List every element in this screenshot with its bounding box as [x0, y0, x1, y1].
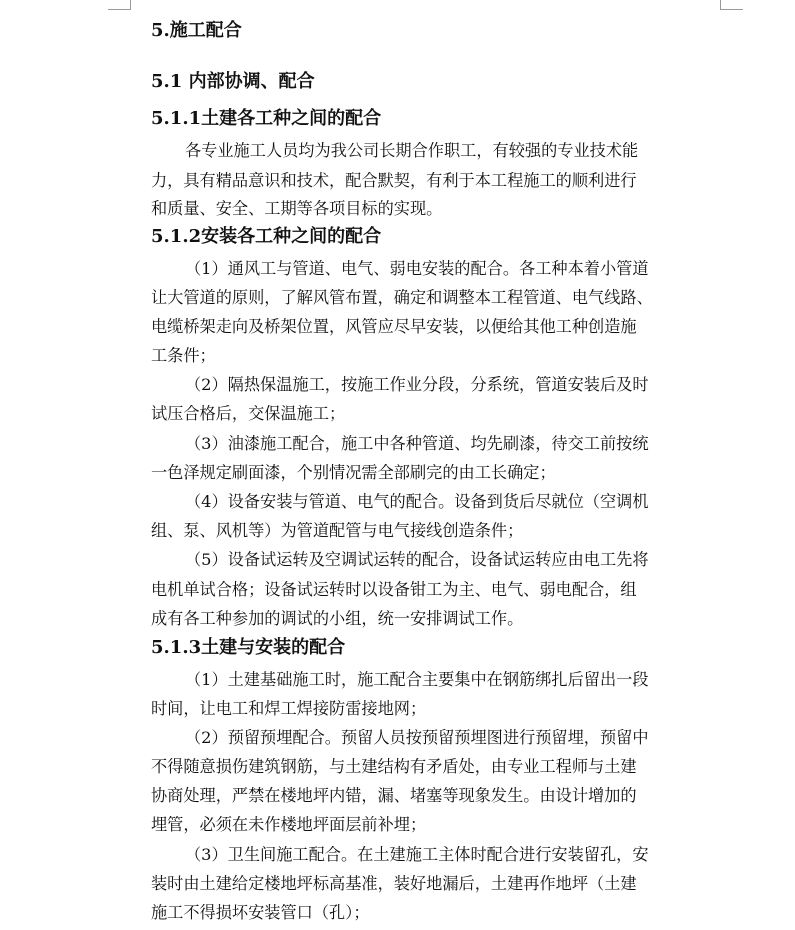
paragraph-line: 时间，让电工和焊工焊接防雷接地网；	[151, 699, 427, 718]
page-corner-mark-right-h	[721, 9, 743, 10]
paragraph-line: 协商处理，严禁在楼地坪内错，漏、堵塞等现象发生。由设计增加的	[151, 786, 637, 805]
paragraph-line: （3）卫生间施工配合。在土建施工主体时配合进行安装留孔，安	[185, 845, 649, 864]
heading-5-1-3: 5.1.3土建与安装的配合	[151, 637, 346, 658]
paragraph-line: 成有各工种参加的调试的小组，统一安排调试工作。	[151, 609, 524, 628]
paragraph-line: 埋管，必须在未作楼地坪面层前补埋；	[151, 815, 427, 834]
paragraph-line: 力，具有精品意识和技术，配合默契，有利于本工程施工的顺利进行	[151, 171, 637, 190]
paragraph-line: （2）预留预埋配合。预留人员按预留预埋图进行预留埋，预留中	[185, 728, 649, 747]
page-corner-mark-left	[130, 0, 131, 10]
paragraph-line: （3）油漆施工配合，施工中各种管道、均先刷漆，待交工前按统	[185, 434, 649, 453]
paragraph-line: 各专业施工人员均为我公司长期合作职工，有较强的专业技术能	[185, 141, 639, 160]
paragraph-line: 不得随意损伤建筑钢筋，与土建结构有矛盾处，由专业工程师与土建	[151, 757, 637, 776]
heading-5-1-1: 5.1.1土建各工种之间的配合	[151, 108, 382, 129]
paragraph-line: （1）土建基础施工时，施工配合主要集中在钢筋绑扎后留出一段	[185, 670, 649, 689]
paragraph-line: 一色泽规定刷面漆，个别情况需全部刷完的由工长确定；	[151, 463, 556, 482]
paragraph-line: （4）设备安装与管道、电气的配合。设备到货后尽就位（空调机	[185, 492, 649, 511]
paragraph-line: 施工不得损坏安装管口（孔）；	[151, 903, 370, 922]
paragraph-line: 工条件；	[151, 346, 216, 365]
paragraph-line: 组、泵、风机等）为管道配管与电气接线创造条件；	[151, 521, 524, 540]
heading-5-1-2: 5.1.2安装各工种之间的配合	[151, 226, 382, 247]
paragraph-line: （1）通风工与管道、电气、弱电安装的配合。各工种本着小管道	[185, 259, 649, 278]
paragraph-line: 电缆桥架走向及桥架位置，风管应尽早安装，以便给其他工种创造施	[151, 317, 637, 336]
paragraph-line: （2）隔热保温施工，按施工作业分段，分系统，管道安装后及时	[185, 375, 649, 394]
paragraph-line: 让大管道的原则，了解风管布置，确定和调整本工程管道、电气线路、	[151, 288, 653, 307]
paragraph-line: 装时由土建给定楼地坪标高基准，装好地漏后，土建再作地坪（土建	[151, 874, 637, 893]
paragraph-line: （5）设备试运转及空调试运转的配合，设备试运转应由电工先将	[185, 550, 649, 569]
paragraph-line: 电机单试合格；设备试运转时以设备钳工为主、电气、弱电配合，组	[151, 580, 637, 599]
section-title: 5.施工配合	[151, 20, 242, 41]
paragraph-line: 和质量、安全、工期等各项目标的实现。	[151, 199, 443, 218]
paragraph-line: 试压合格后，交保温施工；	[151, 404, 346, 423]
subsection-title: 5.1 内部协调、配合	[151, 71, 315, 92]
page-corner-mark-left-h	[108, 9, 130, 10]
